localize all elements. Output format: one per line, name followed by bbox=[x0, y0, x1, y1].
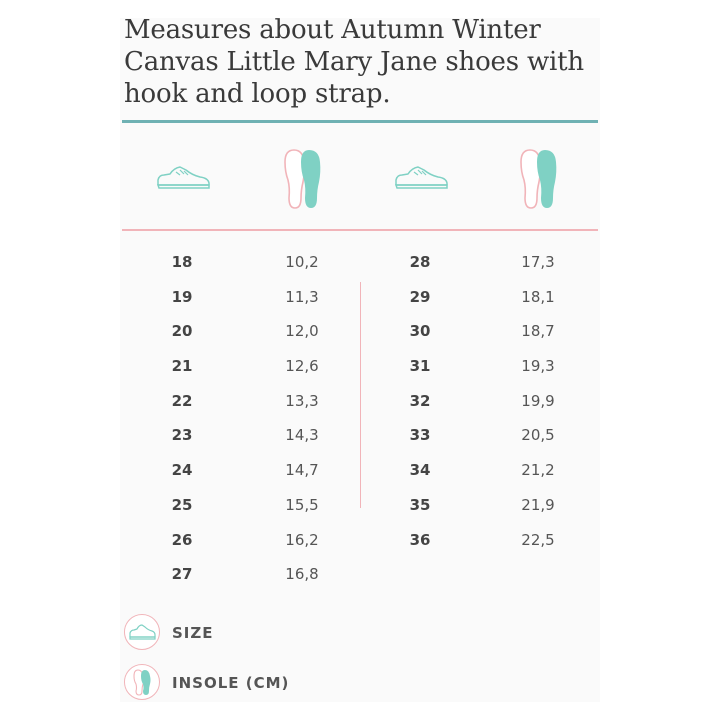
sneaker-icon bbox=[394, 164, 450, 190]
insole-cell: 19,9 bbox=[521, 391, 555, 410]
size-cell: 30 bbox=[409, 322, 431, 341]
size-cell: 31 bbox=[409, 357, 431, 376]
insole-cell: 20,5 bbox=[521, 426, 555, 445]
legend-insole-label: INSOLE (CM) bbox=[172, 674, 290, 692]
insole-column-left bbox=[262, 248, 342, 595]
insole-cell: 11,3 bbox=[285, 287, 319, 306]
size-cell: 19 bbox=[171, 287, 193, 306]
insole-cell: 15,5 bbox=[285, 495, 319, 514]
size-column-right bbox=[380, 248, 460, 560]
size-cell: 20 bbox=[171, 322, 193, 341]
insole-cell: 21,9 bbox=[521, 495, 555, 514]
size-cell: 26 bbox=[171, 530, 193, 549]
size-cell: 36 bbox=[409, 530, 431, 549]
insole-cell: 14,3 bbox=[285, 426, 319, 445]
size-cell: 21 bbox=[171, 357, 193, 376]
size-cell: 32 bbox=[409, 391, 431, 410]
column-divider bbox=[360, 282, 361, 508]
insole-cell: 16,2 bbox=[285, 530, 319, 549]
size-cell: 18 bbox=[171, 253, 193, 271]
size-cell: 24 bbox=[171, 461, 193, 480]
insole-cell: 16,8 bbox=[285, 565, 319, 584]
sneaker-icon bbox=[125, 615, 159, 649]
size-cell: 23 bbox=[171, 426, 193, 445]
insole-column-right bbox=[498, 248, 578, 560]
sneaker-icon bbox=[156, 164, 212, 190]
size-cell: 27 bbox=[171, 565, 193, 584]
insole-icon bbox=[518, 148, 558, 210]
size-cell: 25 bbox=[171, 495, 193, 514]
legend-insole-badge bbox=[124, 664, 160, 700]
insole-cell: 22,5 bbox=[521, 530, 555, 549]
size-cell: 28 bbox=[409, 253, 431, 271]
insole-cell: 21,2 bbox=[521, 461, 555, 480]
insole-cell: 12,6 bbox=[285, 357, 319, 376]
size-cell: 34 bbox=[409, 461, 431, 480]
size-cell: 22 bbox=[171, 391, 193, 410]
size-cell: 33 bbox=[409, 426, 431, 445]
title-divider bbox=[122, 120, 598, 123]
insole-cell: 10,2 bbox=[285, 253, 319, 271]
size-column-left bbox=[142, 248, 222, 595]
insole-icon bbox=[125, 665, 159, 699]
page-title: Measures about Autumn Winter Canvas Little Mary Jane shoes with hook and loop strap. bbox=[124, 15, 584, 109]
insole-cell: 18,7 bbox=[521, 322, 555, 341]
size-cell: 35 bbox=[409, 495, 431, 514]
insole-cell: 18,1 bbox=[521, 287, 555, 306]
insole-cell: 14,7 bbox=[285, 461, 319, 480]
legend-size-label: SIZE bbox=[172, 624, 214, 642]
size-cell: 29 bbox=[409, 287, 431, 306]
insole-cell: 17,3 bbox=[521, 253, 555, 271]
insole-icon bbox=[282, 148, 322, 210]
header-divider bbox=[122, 229, 598, 231]
insole-cell: 12,0 bbox=[285, 322, 319, 341]
legend-size-badge bbox=[124, 614, 160, 650]
insole-cell: 19,3 bbox=[521, 357, 555, 376]
insole-cell: 13,3 bbox=[285, 391, 319, 410]
